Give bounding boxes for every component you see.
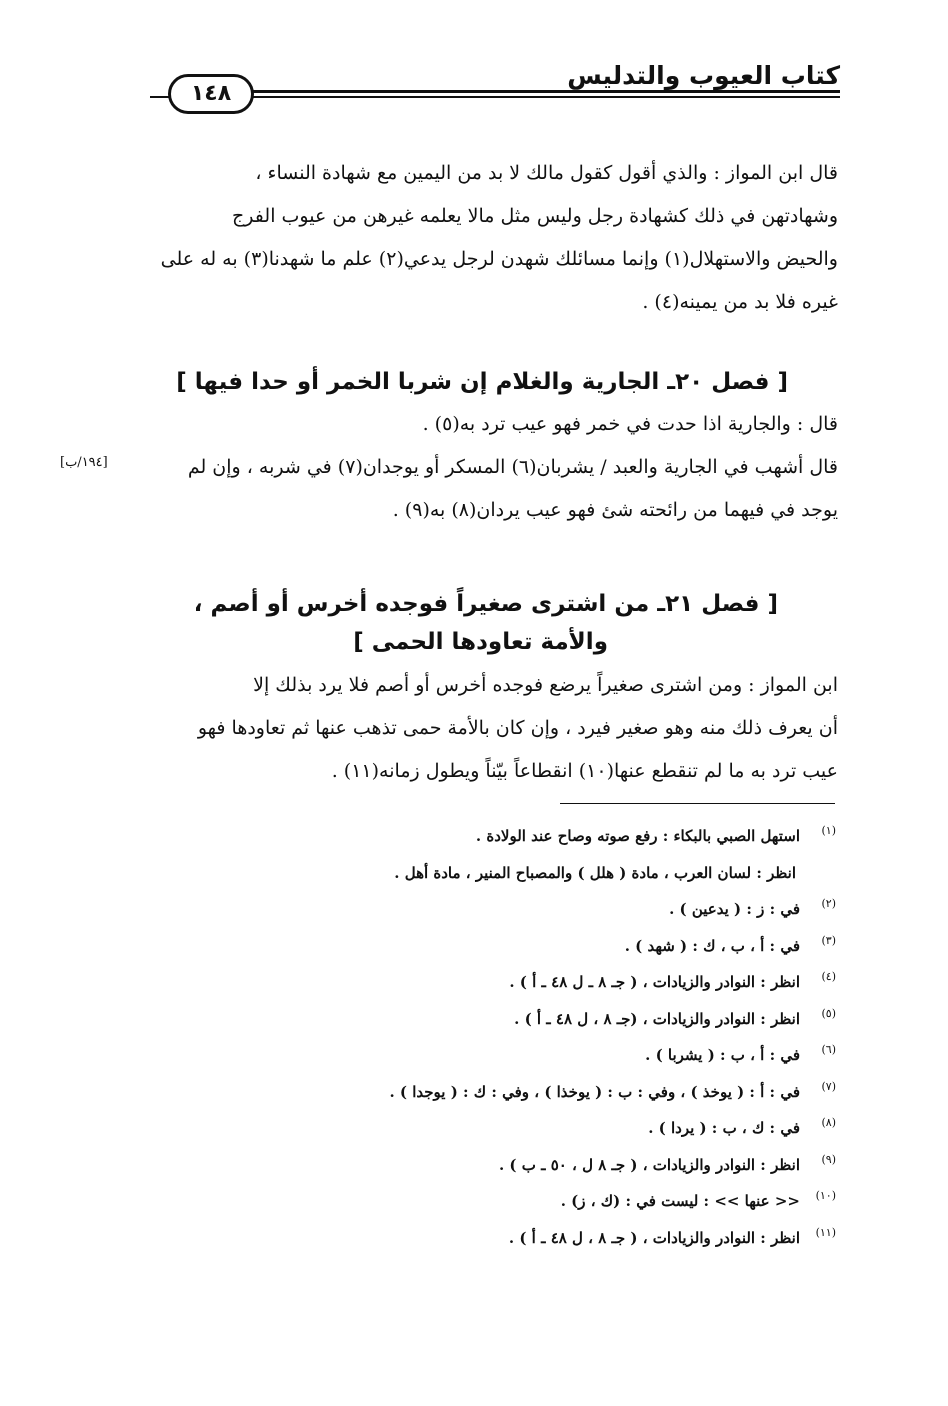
paragraph-line: ابن المواز : ومن اشترى صغيراً يرضع فوجده أخرس أو أصم فلا يرد بذلك إلا <box>253 674 838 696</box>
footnote-number: (١٠) <box>815 1189 836 1202</box>
page-header <box>150 62 840 112</box>
intro-paragraph <box>108 152 838 324</box>
page-number: ١٤٨ <box>168 74 254 114</box>
paragraph-line: عيب ترد به ما لم تنقطع عنها(١٠) انقطاعاً بيّناً ويطول زمانه(١١) . <box>331 760 838 782</box>
footnote-text: في : ك ، ب : ( يردا ) . <box>648 1119 800 1137</box>
paragraph-line: والحيض والاستهلال(١) وإنما مسائلك شهدن لرجل يدعي(٢) علم ما شهدنا(٣) به له على <box>160 248 838 270</box>
book-title: كتاب العيوب والتدليس <box>561 62 840 90</box>
footnote-text: في : أ : ( يوخذ ) ، وفي : ب : ( يوخذا ) ، وفي : ك : ( يوجدا ) . <box>389 1082 800 1101</box>
footnote-number: (٩) <box>821 1152 836 1166</box>
footnote-text: << عنها >> : ليست في : (ك ، ز) . <box>560 1192 800 1210</box>
footnote <box>276 1220 836 1257</box>
footnote-text: انظر : النوادر والزيادات ، ( جـ ٨ ل ، ٥٠ ـ ب ) . <box>498 1155 800 1174</box>
footnote <box>276 1074 836 1111</box>
footnote-number: (١١) <box>815 1225 836 1239</box>
footnote-text: انظر : النوادر والزيادات ، ( جـ ٨ ـ ل ٤٨ ـ أ ) . <box>509 973 800 991</box>
footnote <box>276 1037 836 1074</box>
paragraph-line: قال أشهب في الجارية والعبد / يشربان(٦) المسكر أو يوجدان(٧) في شربه ، وإن لم <box>187 456 838 478</box>
footnote-text: انظر : لسان العرب ، مادة ( هلل ) والمصباح المنير ، مادة أهل . <box>394 863 796 882</box>
chapter-21-paragraph <box>108 664 838 793</box>
footnote-number: (٨) <box>821 1116 836 1129</box>
footnotes <box>276 818 836 1256</box>
footnote-text: في : أ ، ب : ( يشربا ) . <box>645 1046 800 1064</box>
footnote <box>276 855 836 892</box>
chapter-heading-20: [ فصل ٢٠ـ الجارية والغلام إن شربا الخمر أو حدا فيها ] <box>176 369 788 395</box>
chapter-20-paragraph <box>108 403 838 532</box>
footnote <box>276 1147 836 1184</box>
footnote-separator <box>560 803 835 804</box>
chapter-heading-21-cont: والأمة تعاودها الحمى ] <box>353 629 608 655</box>
paragraph-line: أن يعرف ذلك منه وهو صغير فيرد ، وإن كان بالأمة حمى تذهب عنها ثم تعاودها فهو <box>197 717 838 739</box>
footnote <box>276 1001 836 1038</box>
paragraph-line: غيره فلا بد من يمينه(٤) . <box>642 291 838 313</box>
footnote-number: (٤) <box>821 970 836 983</box>
footnote <box>276 891 836 928</box>
paragraph-line: قال : والجارية اذا حدت في خمر فهو عيب ترد به(٥) . <box>422 413 838 435</box>
footnote-text: في : أ ، ب ، ك : ( شهد ) . <box>624 936 800 955</box>
footnote-number: (٧) <box>821 1079 836 1093</box>
footnote-text: انظر : النوادر والزيادات ، (جـ ٨ ، ل ٤٨ ـ أ ) . <box>514 1009 800 1028</box>
paragraph-line: يوجد في فيهما من رائحته شئ فهو عيب يردان(٨) به(٩) . <box>392 499 838 521</box>
footnote <box>276 818 836 855</box>
footnote-number: (٣) <box>821 933 836 947</box>
footnote <box>276 1110 836 1147</box>
footnote-text: في : ز : ( يدعين ) . <box>669 900 800 918</box>
paragraph-line: وشهادتهن في ذلك كشهادة رجل وليس مثل مالا يعلمه غيرهن من عيوب الفرج <box>232 205 838 227</box>
footnote <box>276 928 836 965</box>
manuscript-folio-ref: [١٩٤/ب] <box>60 455 108 470</box>
footnote-number: (٢) <box>821 897 836 910</box>
footnote-number: (١) <box>821 824 836 837</box>
footnote-text: استهل الصبي بالبكاء : رفع صوته وصاح عند الولادة . <box>475 827 800 845</box>
footnote-number: (٦) <box>821 1043 836 1056</box>
header-rule <box>242 90 840 93</box>
footnote <box>276 1183 836 1220</box>
footnote <box>276 964 836 1001</box>
chapter-heading-21: [ فصل ٢١ـ من اشترى صغيراً فوجده أخرس أو أصم ، <box>193 591 778 617</box>
footnote-text: انظر : النوادر والزيادات ، ( جـ ٨ ، ل ٤٨ ـ أ ) . <box>508 1228 800 1247</box>
paragraph-line: قال ابن المواز : والذي أقول كقول مالك لا بد من اليمين مع شهادة النساء ، <box>255 162 838 184</box>
footnote-number: (٥) <box>821 1006 836 1020</box>
